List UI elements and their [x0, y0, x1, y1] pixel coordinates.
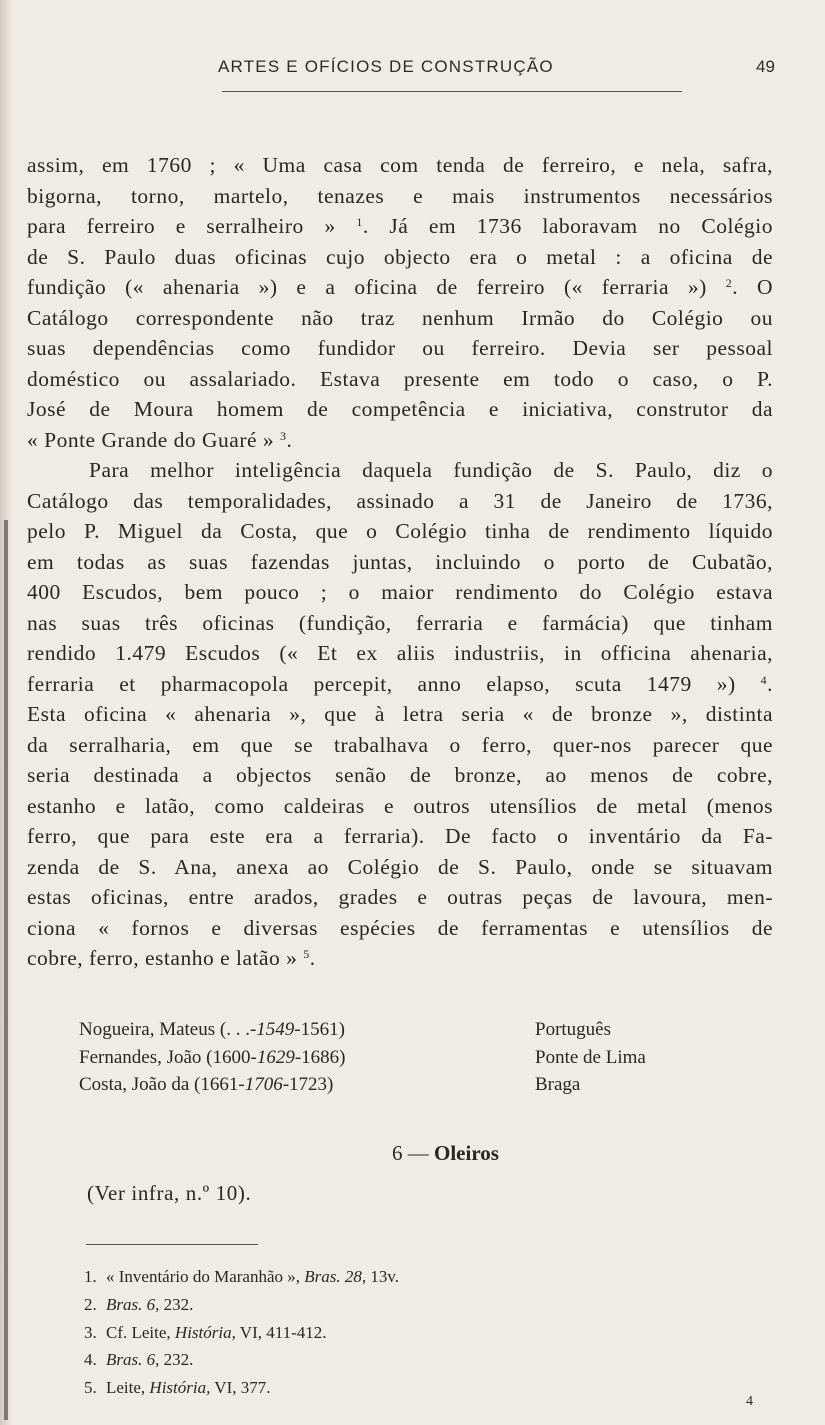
paragraph-line — [27, 486, 773, 517]
person-year-italic: 1706 — [244, 1074, 283, 1095]
text-run: nas suas três oficinas (fundição, ferraria e farmácia) que tinham — [27, 610, 773, 635]
person-name-text: Nogueira, Mateus (. . .- — [79, 1019, 257, 1040]
footnote-number: 2. — [84, 1294, 97, 1314]
paragraph-line — [27, 425, 773, 456]
paragraph-line — [27, 516, 773, 547]
text-run: Catálogo correspondente não traz nenhum Irmão do Colégio ou — [27, 305, 773, 330]
paragraph-line — [27, 913, 773, 944]
text-run: em todas as suas fazendas juntas, incluindo o porto de Cubatão, — [27, 549, 773, 574]
person-name-text: Fernandes, João (1600- — [79, 1046, 257, 1068]
page-number: 49 — [756, 57, 775, 76]
footnote-ref: 4 — [760, 672, 768, 687]
text-run: Catálogo das temporalidades, assinado a 31 de Janeiro de 1736, — [27, 488, 773, 513]
text-run: . Já em 1736 laboravam no Colégio — [362, 214, 773, 238]
text-run: . — [286, 427, 293, 452]
text-run: ferro, que para este era a ferraria). De facto o inventário da Fa- — [27, 824, 773, 848]
person-name — [79, 1016, 345, 1044]
paragraph-line — [27, 791, 773, 822]
paragraph-line — [27, 943, 773, 974]
text-run: pelo P. Miguel da Costa, que o Colégio tinha de rendimento líquido — [27, 519, 773, 543]
text-run: fundição (« ahenaria ») e a oficina de ferreiro (« ferraria ») — [27, 275, 726, 299]
person-row — [79, 1016, 719, 1044]
paragraph-line — [27, 455, 773, 486]
paragraph-line — [27, 821, 773, 852]
paragraph-line — [27, 547, 773, 578]
footnote — [84, 1291, 399, 1319]
person-origin: Português — [535, 1019, 611, 1040]
person-name — [79, 1044, 345, 1072]
text-run: estanho e latão, como caldeiras e outros utensílios de metal (menos — [27, 793, 773, 818]
text-run: estas oficinas, entre arados, grades e outras peças de lavoura, men- — [27, 885, 773, 909]
text-run: 400 Escudos, bem pouco ; o maior rendimento do Colégio estava — [27, 580, 773, 604]
footnote-text: Cf. Leite, — [106, 1322, 175, 1342]
section-number: 6 — — [392, 1141, 429, 1165]
text-run: suas dependências como fundidor ou ferreiro. Devia ser pessoal — [27, 336, 773, 360]
footnote-number: 1. — [84, 1267, 97, 1286]
footnote-text: VI, 377. — [210, 1378, 271, 1398]
footnote-italic: Bras. 28, — [304, 1267, 367, 1286]
paragraph-line — [27, 211, 773, 242]
person-name-text: Costa, João da (1661- — [79, 1074, 245, 1095]
text-run: doméstico ou assalariado. Estava presente em todo o caso, o P. — [27, 366, 773, 391]
footnote-text: VI, 411-412. — [235, 1322, 327, 1342]
person-name-text: -1561) — [294, 1019, 345, 1040]
text-run: . — [309, 946, 316, 970]
paragraph-line — [27, 882, 773, 913]
text-run: seria destinada a objectos senão de bronze, ao menos de cobre, — [27, 763, 773, 787]
paragraph-line — [27, 730, 773, 761]
paragraph-line — [27, 364, 773, 395]
text-run: bigorna, torno, martelo, tenazes e mais instrumentos necessários — [27, 183, 773, 208]
footnote-text: 13v. — [366, 1267, 400, 1286]
person-name — [79, 1071, 333, 1099]
footnote-italic: Bras. 6, — [106, 1294, 160, 1314]
text-run: da serralharia, em que se trabalhava o ferro, quer-nos parecer que — [27, 732, 773, 757]
paragraph-line — [27, 638, 773, 669]
text-run: zenda de S. Ana, anexa ao Colégio de S. Paulo, onde se situavam — [27, 854, 773, 879]
footnotes — [84, 1263, 399, 1402]
footnote-number: 4. — [84, 1350, 97, 1370]
paragraph-line — [27, 852, 773, 883]
footnote-italic: História, — [149, 1378, 211, 1398]
person-year-italic: 1549 — [256, 1019, 295, 1040]
person-origin: Braga — [535, 1074, 581, 1095]
section-heading — [0, 1141, 825, 1166]
paragraph-line — [27, 669, 773, 700]
footnote — [84, 1374, 399, 1402]
footnote-text: « Inventário do Maranhão », — [106, 1267, 305, 1286]
paragraph-line — [27, 333, 773, 364]
text-run: ferraria et pharmacopola percepit, anno elapso, scuta 1479 ») — [27, 671, 761, 696]
paragraph-line — [27, 394, 773, 425]
text-run: . — [767, 671, 773, 696]
header-rule — [222, 91, 682, 92]
footnote-text: 232. — [159, 1350, 194, 1370]
footnote — [84, 1346, 399, 1374]
footnote — [84, 1263, 399, 1291]
text-run: « Ponte Grande do Guaré » — [27, 427, 281, 452]
paragraph-line — [27, 760, 773, 791]
cross-reference: (Ver infra, n.º 10). — [87, 1181, 252, 1205]
person-year-italic: 1629 — [256, 1046, 295, 1068]
paragraph-line — [27, 577, 773, 608]
paragraph-line — [27, 699, 773, 730]
paragraph-line — [27, 181, 773, 212]
text-run: Para melhor inteligência daquela fundição de S. Paulo, diz o — [89, 458, 773, 482]
signature-mark: 4 — [746, 1394, 753, 1409]
person-name-text: -1686) — [294, 1046, 346, 1068]
footnote-number: 3. — [84, 1322, 97, 1342]
running-title: ARTES E OFÍCIOS DE CONSTRUÇÃO — [218, 57, 554, 76]
footnote-ref: 1 — [356, 215, 363, 229]
footnote-ref: 5 — [303, 947, 310, 961]
paragraph-line — [27, 150, 773, 181]
person-name-text: -1723) — [282, 1074, 334, 1095]
page-header — [0, 57, 825, 85]
body-text — [27, 150, 773, 974]
text-run: José de Moura homem de competência e iniciativa, construtor da — [27, 397, 773, 421]
section-title: Oleiros — [434, 1141, 499, 1165]
paragraph-line — [27, 608, 773, 639]
person-origin: Ponte de Lima — [535, 1046, 646, 1068]
footnote-italic: Bras. 6, — [106, 1350, 160, 1370]
footnote-ref: 3 — [280, 428, 287, 443]
footnote-rule — [86, 1244, 258, 1245]
paragraph-line — [27, 303, 773, 334]
text-run: de S. Paulo duas oficinas cujo objecto era o metal : a oficina de — [27, 244, 773, 269]
footnote-ref: 2 — [725, 276, 733, 290]
footnote-number: 5. — [84, 1378, 97, 1398]
text-run: Esta oficina « ahenaria », que à letra seria « de bronze », distinta — [27, 702, 773, 726]
footnote-italic: História, — [174, 1322, 236, 1342]
text-run: cobre, ferro, estanho e latão » — [27, 946, 304, 970]
footnote-text: Leite, — [106, 1378, 150, 1398]
person-row — [79, 1071, 719, 1099]
text-run: rendido 1.479 Escudos (« Et ex aliis industriis, in officina ahenaria, — [27, 641, 773, 665]
footnote-text: 232. — [159, 1294, 194, 1314]
text-run: assim, em 1760 ; « Uma casa com tenda de ferreiro, e nela, safra, — [27, 153, 773, 177]
persons-list — [79, 1016, 719, 1099]
paragraph-line — [27, 242, 773, 273]
text-run: para ferreiro e serralheiro » — [27, 214, 357, 238]
text-run: . O — [732, 275, 774, 299]
footnote — [84, 1319, 399, 1347]
binding-shadow-line — [4, 520, 8, 1420]
text-run: ciona « fornos e diversas espécies de ferramentas e utensílios de — [27, 915, 773, 940]
paragraph-line — [27, 272, 773, 303]
person-row — [79, 1044, 719, 1072]
